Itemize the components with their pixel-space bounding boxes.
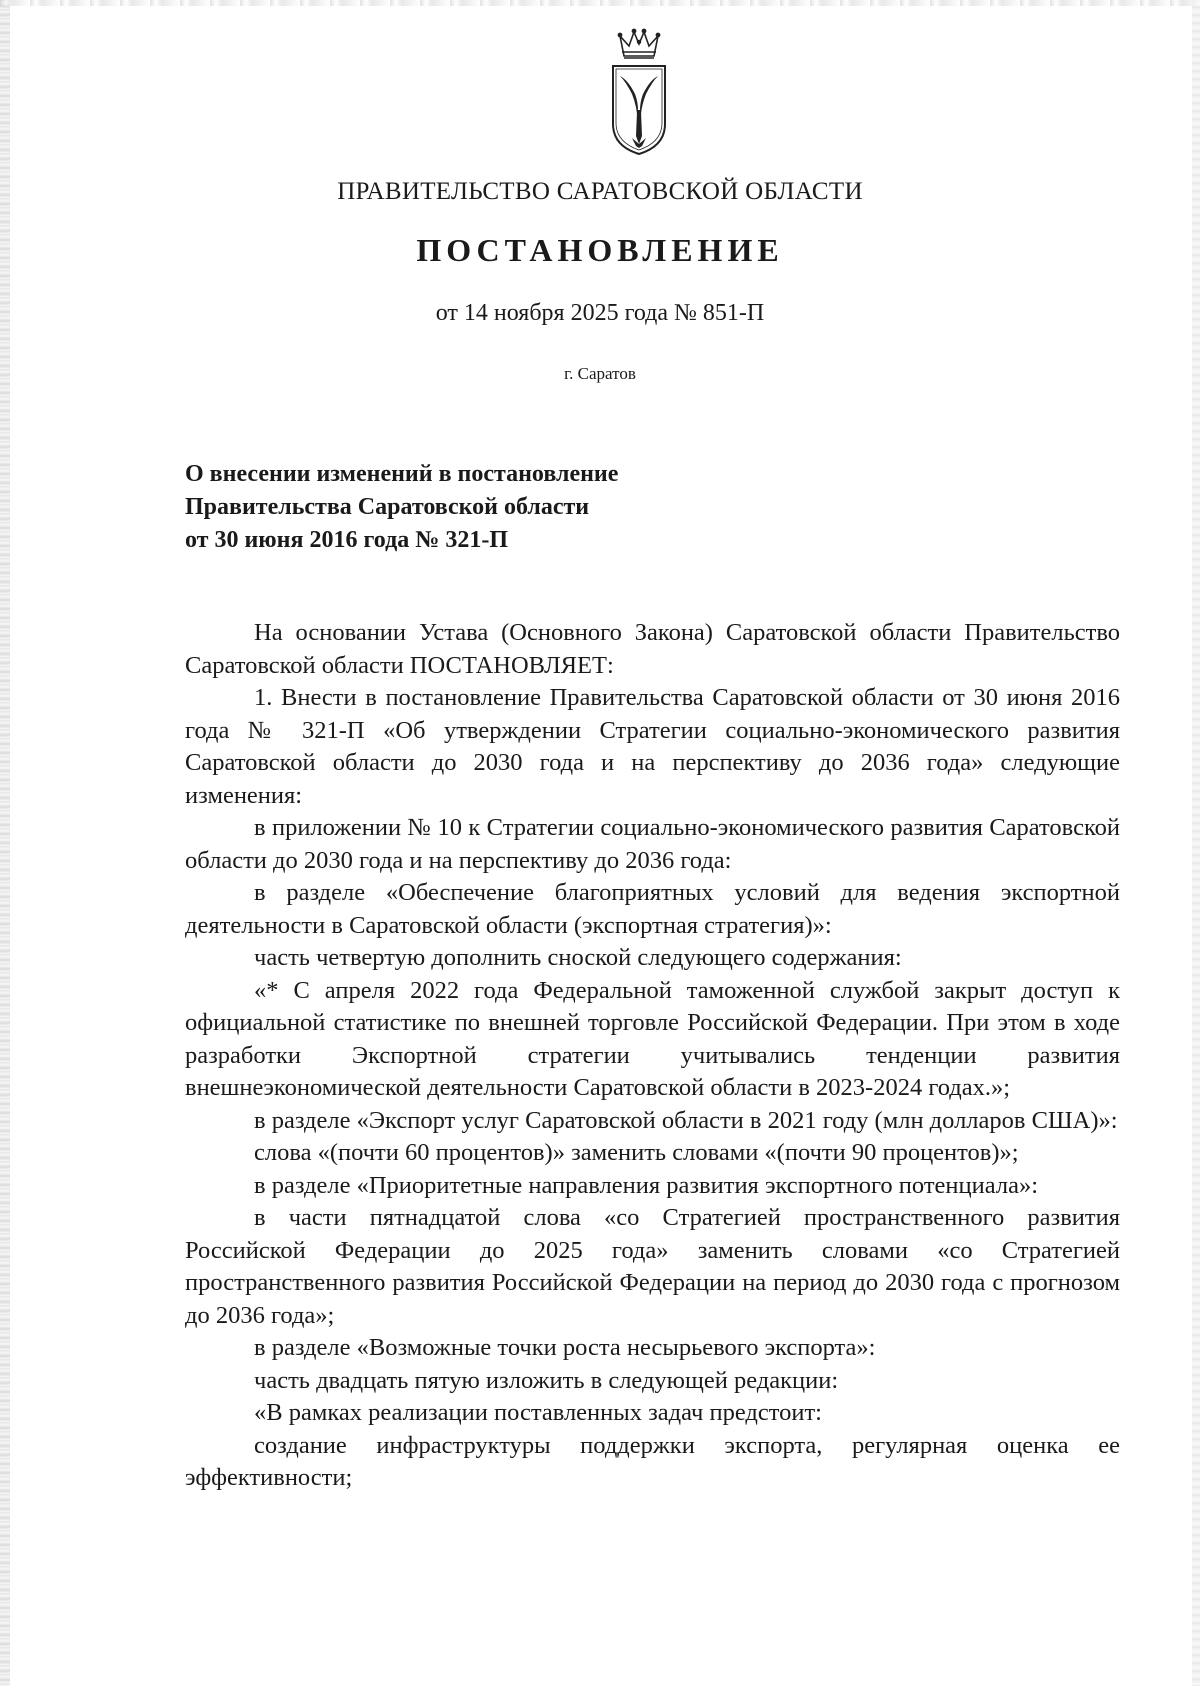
document-date-number: от 14 ноября 2025 года № 851-П <box>435 300 765 326</box>
document-body <box>185 617 1120 1495</box>
document-type: ПОСТАНОВЛЕНИЕ <box>416 232 784 268</box>
body-paragraph: в приложении № 10 к Стратегии социально-экономического развития Саратовской области до 2030 года и на перспективу до 2036 года: <box>185 814 1120 874</box>
body-paragraph: часть четвертую дополнить сноской следующего содержания: <box>254 944 902 971</box>
body-paragraph: создание инфраструктуры поддержки экспорта, регулярная оценка ее эффективности; <box>185 1431 1120 1491</box>
document-city: г. Саратов <box>564 364 636 383</box>
saratov-coat-of-arms-icon <box>608 28 670 158</box>
scan-edge-top <box>0 0 1200 6</box>
body-paragraph: в части пятнадцатой слова «со Стратегией пространственного развития Российской Федерации до 2025 года» заменить словами «со Стратегией пространственного развития Российской Федерации на период до 2030 года с прогнозом до 2036 года»; <box>185 1204 1120 1329</box>
body-paragraph: 1. Внести в постановление Правительства Саратовской области от 30 июня 2016 года № 321-П «Об утверждении Стратегии социально-экономического развития Саратовской области до 2030 года и на перспективу до 2036 года» следующие изменения: <box>185 684 1120 809</box>
body-paragraph: в разделе «Экспорт услуг Саратовской области в 2021 году (млн долларов США)»: <box>254 1106 1118 1134</box>
body-paragraph: «* С апреля 2022 года Федеральной таможенной службой закрыт доступ к официальной статистике по внешней торговле Российской Федерации. При этом в ходе разработки Экспортной стратегии учитывались тенденции развития внешнеэкономической деятельности Саратовской области в 2023-2024 годах.»; <box>185 976 1120 1101</box>
body-paragraph: На основании Устава (Основного Закона) Саратовской области Правительство Саратовской области ПОСТАНОВЛЯЕТ: <box>185 619 1120 679</box>
issuing-authority: ПРАВИТЕЛЬСТВО САРАТОВСКОЙ ОБЛАСТИ <box>337 178 863 205</box>
subject-line: от 30 июня 2016 года № 321-П <box>185 527 508 553</box>
subject-line: О внесении изменений в постановление <box>185 461 619 487</box>
body-paragraph: слова «(почти 60 процентов)» заменить словами «(почти 90 процентов)»; <box>254 1139 1019 1166</box>
body-paragraph: в разделе «Приоритетные направления развития экспортного потенциала»: <box>254 1171 1038 1199</box>
body-paragraph: в разделе «Обеспечение благоприятных условий для ведения экспортной деятельности в Саратовской области (экспортная стратегия)»: <box>185 879 1120 939</box>
body-paragraph: «В рамках реализации поставленных задач предстоит: <box>254 1399 822 1426</box>
document-subject <box>185 458 885 557</box>
body-paragraph: в разделе «Возможные точки роста несырьевого экспорта»: <box>254 1334 876 1361</box>
body-paragraph: часть двадцать пятую изложить в следующей редакции: <box>254 1366 839 1394</box>
subject-line: Правительства Саратовской области <box>185 494 590 520</box>
